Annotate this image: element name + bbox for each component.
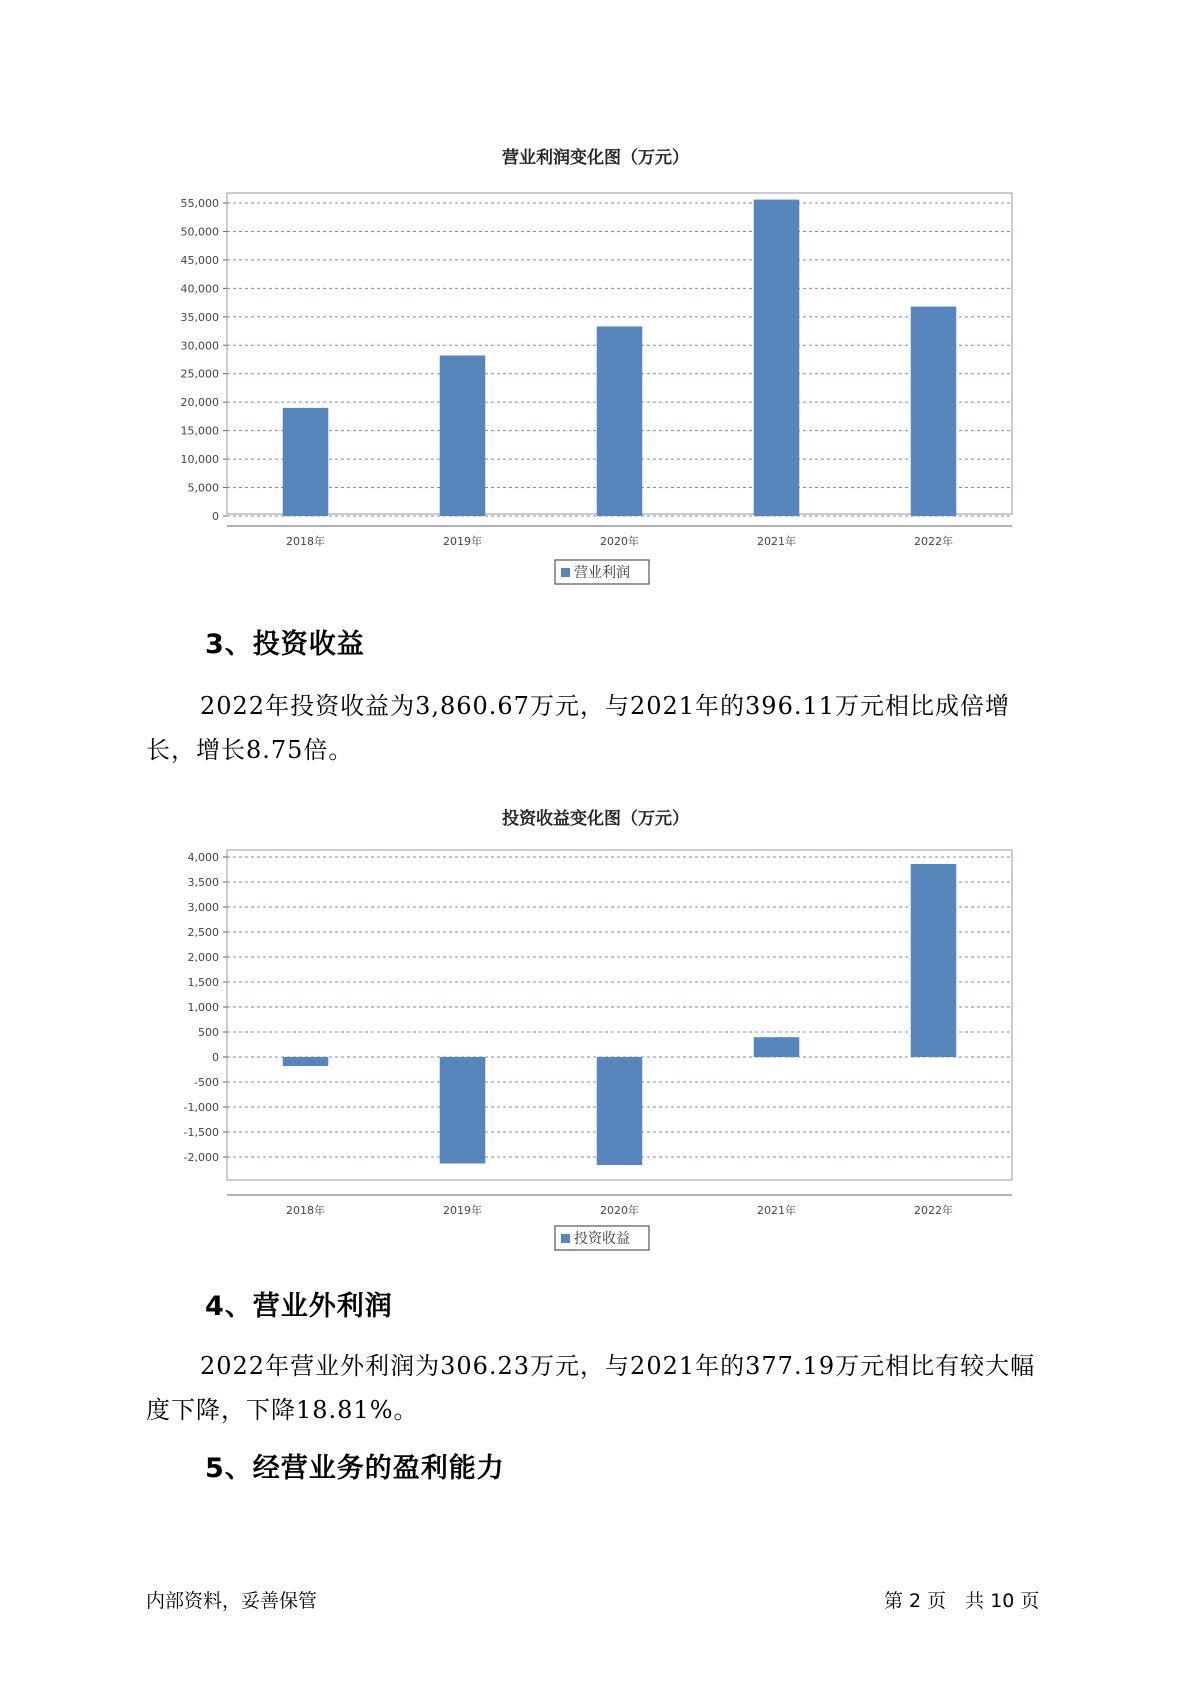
x-tick-label: 2020年 [600, 535, 639, 548]
y-tick-label: 1,000 [187, 1001, 219, 1014]
bar [440, 1057, 486, 1164]
section-heading-profitability: 5、经营业务的盈利能力 [205, 1453, 505, 1484]
y-tick-label: 2,500 [187, 926, 219, 939]
bar [440, 356, 486, 516]
y-tick-label: 1,500 [187, 976, 219, 989]
y-tick-label: 40,000 [180, 282, 219, 296]
footer-confidential: 内部资料，妥善保管 [146, 1590, 318, 1612]
bar [597, 326, 643, 516]
chart1-title: 营业利润变化图（万元） [502, 148, 689, 168]
investment-income-chart [0, 820, 1191, 1270]
y-tick-label: 0 [212, 510, 219, 523]
y-tick-label: 4,000 [187, 851, 219, 864]
bar [283, 1057, 329, 1066]
x-tick-label: 2018年 [286, 535, 325, 548]
bar [283, 408, 329, 516]
y-tick-label: 30,000 [180, 339, 219, 353]
x-tick-label: 2020年 [600, 1204, 639, 1217]
legend-label: 投资收益 [574, 1231, 630, 1247]
x-tick-label: 2018年 [286, 1204, 325, 1217]
y-tick-label: 15,000 [180, 424, 219, 438]
y-tick-label: -2,000 [183, 1151, 219, 1164]
bar [597, 1057, 643, 1165]
paragraph-nonoperating: 2022年营业外利润为306.23万元，与2021年的377.19万元相比有较大幅度下降，下降18.81%。 [146, 1352, 1036, 1424]
y-tick-label: 500 [198, 1026, 219, 1039]
x-tick-label: 2019年 [443, 1204, 482, 1217]
x-tick-label: 2019年 [443, 535, 482, 548]
y-tick-label: 3,500 [187, 876, 219, 889]
y-tick-label: 50,000 [180, 225, 219, 239]
x-tick-label: 2021年 [757, 535, 796, 548]
y-tick-label: 5,000 [187, 481, 219, 495]
x-tick-label: 2022年 [914, 1204, 953, 1217]
paragraph-investment: 2022年投资收益为3,860.67万元，与2021年的396.11万元相比成倍增长，增长8.75倍。 [146, 692, 1011, 764]
y-tick-label: -1,500 [183, 1126, 219, 1139]
bar [754, 200, 800, 516]
footer-page-number: 第 2 页 共 10 页 [884, 1590, 1040, 1612]
chart2-title: 投资收益变化图（万元） [502, 809, 689, 829]
x-tick-label: 2022年 [914, 535, 953, 548]
bar [911, 864, 957, 1057]
legend-label: 营业利润 [574, 565, 630, 581]
y-tick-label: 20,000 [180, 396, 219, 410]
y-tick-label: 35,000 [180, 310, 219, 324]
y-tick-label: 10,000 [180, 453, 219, 467]
y-tick-label: 55,000 [180, 197, 219, 210]
y-tick-label: 0 [212, 1051, 219, 1064]
y-tick-label: -1,000 [183, 1101, 219, 1114]
bar [754, 1037, 800, 1057]
y-tick-label: 2,000 [187, 951, 219, 964]
legend-swatch [561, 1234, 570, 1243]
y-tick-label: 25,000 [180, 367, 219, 381]
bar [911, 307, 957, 516]
section-heading-nonoperating: 4、营业外利润 [205, 1291, 393, 1322]
legend-swatch [561, 568, 570, 577]
y-tick-label: 45,000 [180, 253, 219, 267]
y-tick-label: -500 [194, 1076, 219, 1089]
y-tick-label: 3,000 [187, 901, 219, 914]
section-heading-investment: 3、投资收益 [205, 629, 365, 660]
x-tick-label: 2021年 [757, 1204, 796, 1217]
operating-profit-chart [0, 150, 1191, 600]
